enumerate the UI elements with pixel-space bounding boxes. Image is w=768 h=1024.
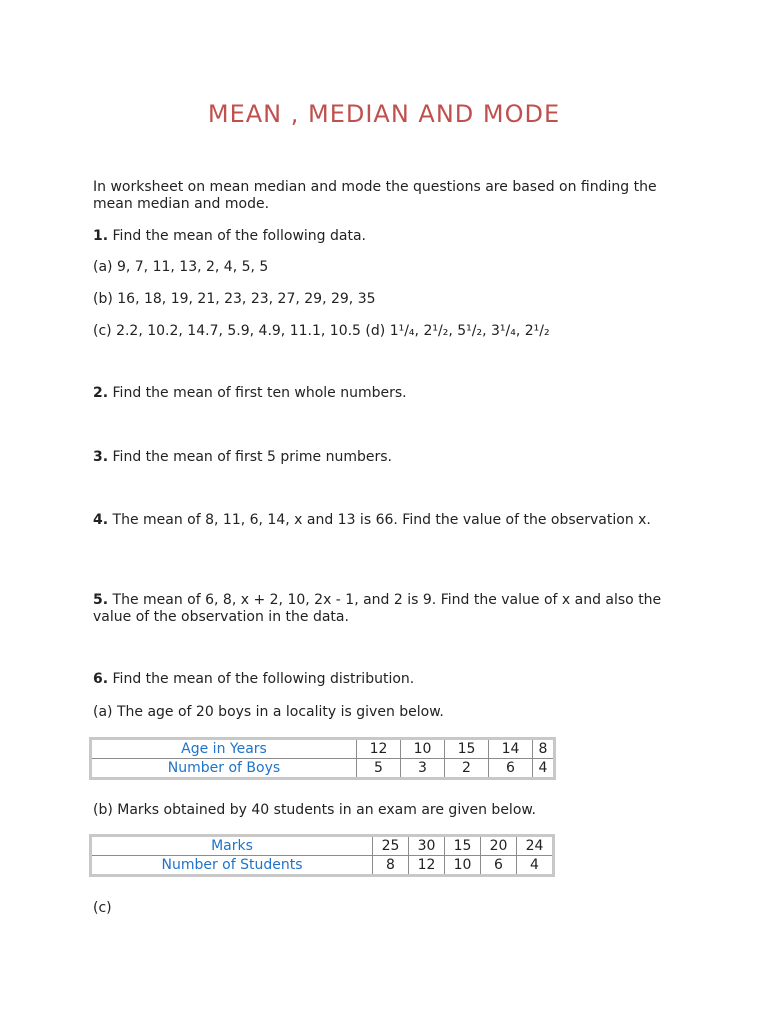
table-row-label: Number of Boys (91, 759, 357, 779)
table-cell: 6 (481, 856, 517, 876)
question-6 (93, 671, 683, 688)
table-cell: 10 (401, 739, 445, 759)
question-1-part-c-d: (c) 2.2, 10.2, 14.7, 5.9, 4.9, 11.1, 10.5 (d) 1¹/₄, 2¹/₂, 5¹/₂, 3¹/₄, 2¹/₂ (93, 323, 550, 339)
fraction: 3¹/₄ (490, 323, 516, 339)
table-cell: 8 (373, 856, 409, 876)
table-cell: 4 (533, 759, 555, 779)
question-6-part-c: (c) (93, 900, 112, 916)
table-cell: 4 (517, 856, 554, 876)
question-6-part-a: (a) The age of 20 boys in a locality is given below. (93, 704, 444, 720)
table-cell: 15 (445, 836, 481, 856)
table-cell: 5 (357, 759, 401, 779)
table-row-label: Number of Students (91, 856, 373, 876)
question-2 (93, 385, 683, 402)
table-cell: 14 (489, 739, 533, 759)
table-cell: 12 (409, 856, 445, 876)
question-text: Find the mean of the following distribution. (112, 671, 415, 687)
question-number: 6. (93, 671, 109, 687)
table-row-label: Age in Years (91, 739, 357, 759)
question-1 (93, 228, 683, 245)
fraction: 1¹/₄ (389, 323, 415, 339)
question-number: 5. (93, 592, 109, 608)
question-number: 3. (93, 449, 109, 465)
age-distribution-table (89, 737, 556, 780)
question-text: Find the mean of the following data. (112, 228, 366, 244)
table-cell: 12 (357, 739, 401, 759)
table-row (91, 759, 555, 779)
question-1-part-d-label: (d) (365, 323, 386, 339)
table-cell: 20 (481, 836, 517, 856)
table-cell: 8 (533, 739, 555, 759)
fraction: 2¹/₂ (524, 323, 550, 339)
table-cell: 25 (373, 836, 409, 856)
page-title: MEAN , MEDIAN AND MODE (207, 100, 561, 128)
table-cell: 24 (517, 836, 554, 856)
question-number: 2. (93, 385, 109, 401)
table-cell: 3 (401, 759, 445, 779)
table-cell: 15 (445, 739, 489, 759)
table-row (91, 856, 554, 876)
table-cell: 2 (445, 759, 489, 779)
question-number: 4. (93, 512, 109, 528)
fraction: 2¹/₂ (423, 323, 449, 339)
question-number: 1. (93, 228, 109, 244)
question-text: Find the mean of first 5 prime numbers. (112, 449, 392, 465)
table-cell: 30 (409, 836, 445, 856)
table-row (91, 739, 555, 759)
table-row-label: Marks (91, 836, 373, 856)
question-5 (93, 592, 683, 626)
question-3 (93, 449, 683, 466)
fraction: 5¹/₂ (457, 323, 483, 339)
question-text: Find the mean of first ten whole numbers. (112, 385, 407, 401)
question-1-part-a: (a) 9, 7, 11, 13, 2, 4, 5, 5 (93, 259, 269, 275)
table-cell: 10 (445, 856, 481, 876)
question-1-part-b: (b) 16, 18, 19, 21, 23, 23, 27, 29, 29, 35 (93, 291, 376, 307)
table-row (91, 836, 554, 856)
question-text: The mean of 8, 11, 6, 14, x and 13 is 66. Find the value of the observation x. (112, 512, 651, 528)
intro-paragraph: In worksheet on mean median and mode the questions are based on finding the mean median and mode. (93, 179, 657, 212)
table-cell: 6 (489, 759, 533, 779)
question-1-part-c: (c) 2.2, 10.2, 14.7, 5.9, 4.9, 11.1, 10.5 (93, 323, 361, 339)
question-4 (93, 512, 683, 529)
question-6-part-b: (b) Marks obtained by 40 students in an exam are given below. (93, 802, 537, 818)
marks-distribution-table (89, 834, 555, 877)
question-text: The mean of 6, 8, x + 2, 10, 2x - 1, and 2 is 9. Find the value of x and also the value of the observation in the data. (93, 592, 662, 625)
